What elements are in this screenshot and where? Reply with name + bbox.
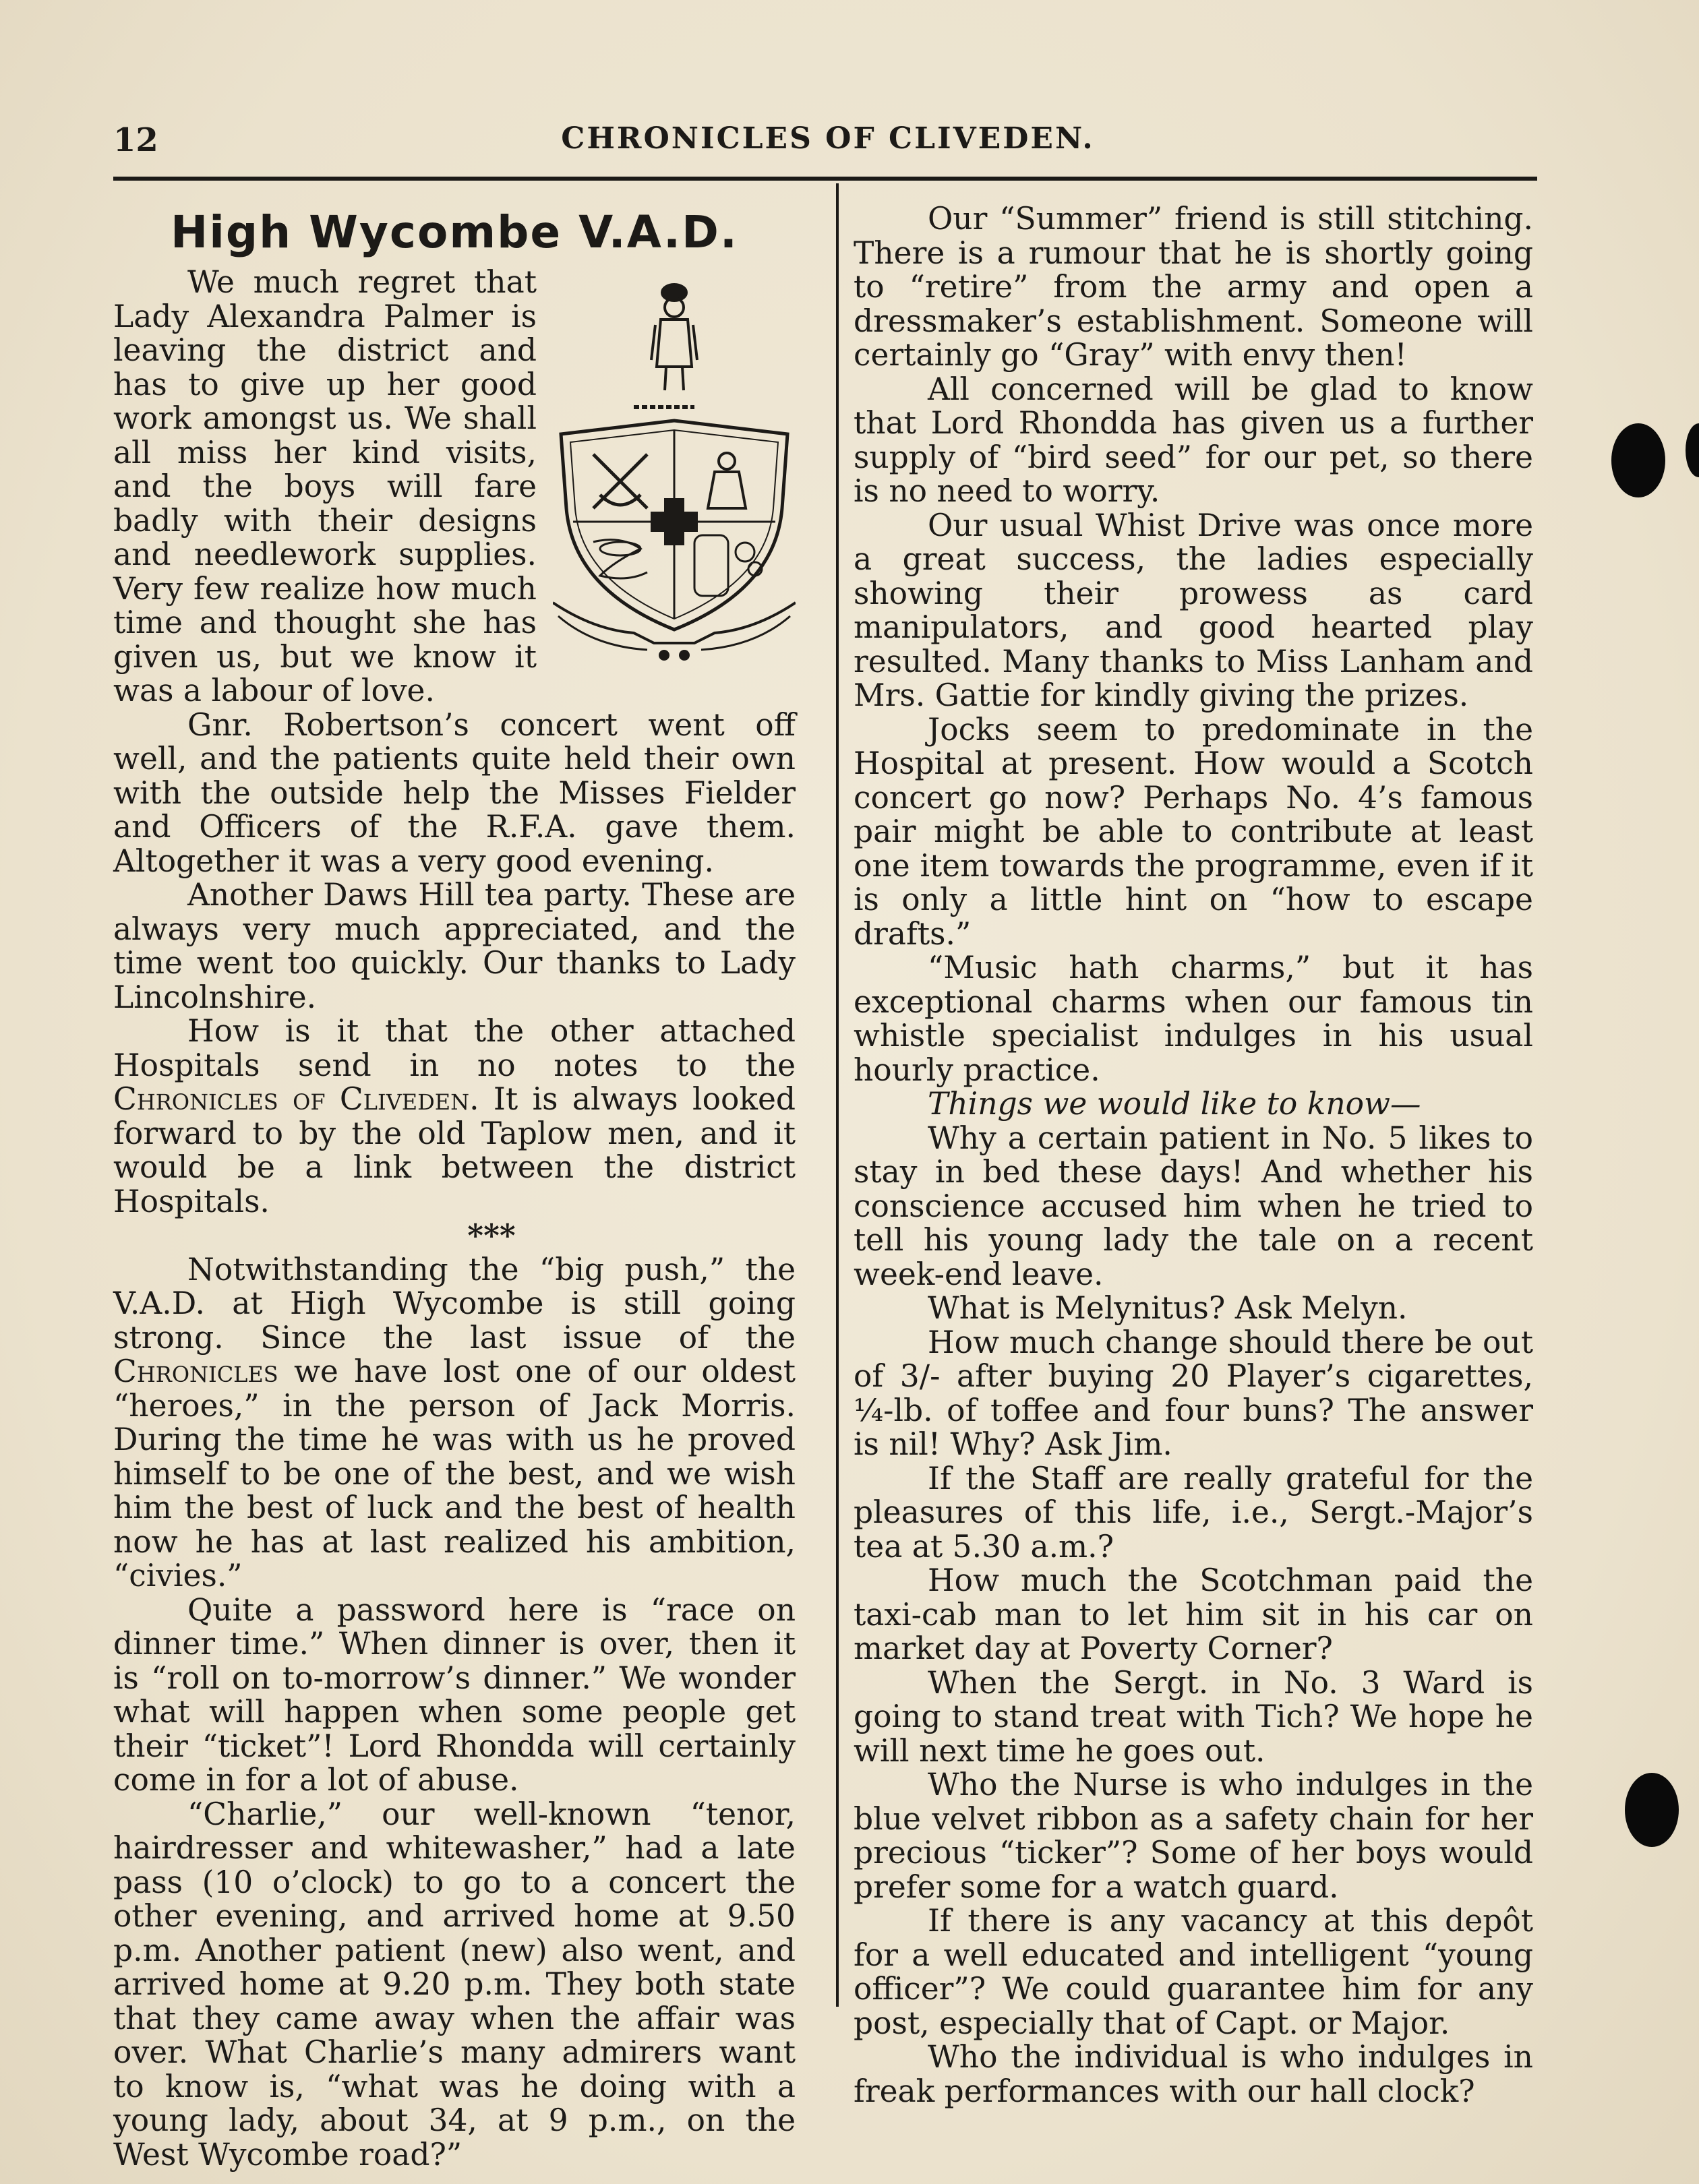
paragraph-summer-friend: Our “Summer” friend is still stitching. There is a rumour that he is shortly going to “retire” from the army and open a dressmaker’s establishment. Someone will certainly go “Gray” with envy then! [854,201,1533,373]
text-segment: How is it that the other attached Hospitals send in no notes to the [113,1013,796,1083]
question-item: Who the individual is who indulges in freak performances with our hall clock? [854,2039,1533,2109]
paragraph-password: Quite a password here is “race on dinner time.” When dinner is over, then it is “roll on to-morrow’s dinner.” We wonder what will happen when some people get their “ticket”! Lord Rhondda will certainly come in for a lot of abuse. [113,1591,796,1798]
paragraph-jocks: Jocks seem to predominate in the Hospital at present. How would a Scotch concert go now? Perhaps No. 4’s famous pair might be able to contribute at least one item towards the programme, even if it is only a little hint on “how to escape drafts.” [854,711,1533,952]
paragraph-robertson-concert: Gnr. Robertson’s concert went off well, and the patients quite held their own with the outside help the Misses Fielder and Officers of the R.F.A. gave them. Altogether it was a very good evening. [113,706,796,879]
paragraph-bird-seed: All concerned will be glad to know that Lord Rhondda has given us a further supply of “bird seed” for our pet, so there is no need to worry. [854,371,1533,509]
question-item: If the Staff are really grateful for the pleasures of this life, i.e., Sergt.-Major’s tea at 5.30 a.m.? [854,1460,1533,1565]
publication-name: Chronicles of Cliveden [113,1081,470,1117]
page-header [113,121,1543,169]
text-segment: Notwithstanding the “big push,” the V.A.D. at High Wycombe is still going strong. Since the last issue of the [113,1251,796,1356]
paragraph-lady-palmer: We much regret that Lady Alexandra Palmer is leaving the district and has to give up her good work amongst us. We shall all miss her kind visits, and the boys will fare badly with their designs and needlework supplies. Very few realize how much time and thought she has given us, but we know it was a labour of love. [113,264,537,708]
header-rule [113,177,1537,181]
question-item: How much the Scotchman paid the taxi-cab man to let him sit in his car on market day at Poverty Corner? [854,1563,1533,1666]
question-item: Why a certain patient in No. 5 likes to stay in bed these days! And whether his conscience accused him when he tried to tell his young lady the tale on a recent week-end leave. [854,1120,1533,1292]
section-break: *** [467,1217,516,1254]
question-item: How much change should there be out of 3/- after buying 20 Player’s cigarettes, ¼-lb. of toffee and four buns? The answer is nil! Why? Ask Jim. [854,1324,1533,1462]
subheading-things-to-know: Things we would like to know— [928,1086,1421,1122]
paragraph-music: “Music hath charms,” but it has exceptional charms when our famous tin whistle specialist indulges in his usual hourly practice. [854,950,1533,1088]
question-item: Who the Nurse is who indulges in the blue velvet ribbon as a safety chain for her precious “ticker”? Some of her boys would prefer some for a watch guard. [854,1767,1533,1905]
article-headline: High Wycombe V.A.D. [171,206,738,258]
binding-hole [1625,1773,1679,1847]
paragraph-daws-hill: Another Daws Hill tea party. These are always very much appreciated, and the time went too quickly. Our thanks to Lady Lincolnshire. [113,877,796,1015]
paragraph-big-push [113,1253,796,1594]
left-column [113,202,796,2172]
right-column [854,202,1533,2109]
journal-title: CHRONICLES OF CLIVEDEN. [561,121,1095,156]
text-segment: . It is always looked forward to by the old Taplow men, and it would be a link between the district Hospitals. [113,1081,796,1219]
paragraph-whist-drive: Our usual Whist Drive was once more a great success, the ladies especially showing their prowess as card manipulators, and good hearted play resulted. Many thanks to Miss Lanham and Mrs. Gattie for kindly giving the prizes. [854,507,1533,713]
coat-of-arms-icon [553,266,796,663]
question-item: If there is any vacancy at this depôt for a well educated and intelligent “young officer”? We could guarantee him for any post, especially that of Capt. or Major. [854,1903,1533,2041]
publication-name: Chronicles [113,1354,278,1389]
paragraph-attached-hospitals [113,1014,796,1219]
question-item: What is Melynitus? Ask Melyn. [928,1290,1408,1326]
binding-hole [1611,423,1665,497]
text-segment: we have lost one of our oldest “heroes,” in the person of Jack Morris. During the time he was with us he proved himself to be one of the best, and we wish him the best of luck and the best of health now he has at last realized his ambition, “civies.” [113,1354,796,1594]
column-divider [836,183,839,2007]
page-number: 12 [113,121,158,159]
binding-hole [1686,423,1699,477]
question-item: When the Sergt. in No. 3 Ward is going to stand treat with Tich? We hope he will next time he goes out. [854,1664,1533,1769]
paragraph-charlie: “Charlie,” our well-known “tenor, hairdresser and whitewasher,” had a late pass (10 o’clock) to go to a concert the other evening, and arrived home at 9.50 p.m. Another patient (new) also went, and arrived home at 9.20 p.m. They both state that they came away when the affair was over. What Charlie’s many admirers want to know is, “what was he doing with a young lady, about 34, at 9 p.m., on the West Wycombe road?” [113,1796,796,2173]
